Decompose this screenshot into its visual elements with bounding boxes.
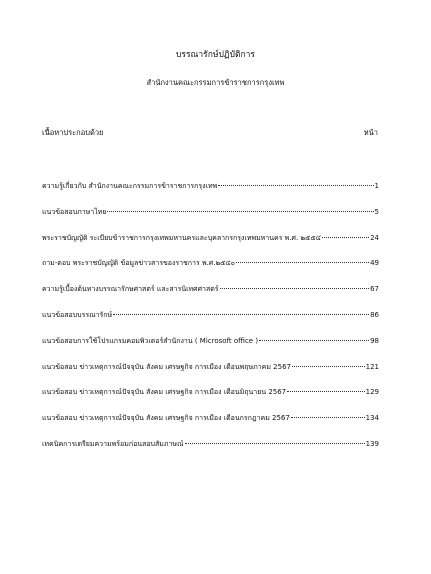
toc-dot-leader bbox=[113, 314, 369, 315]
page-column-heading: หน้า bbox=[363, 128, 378, 137]
toc-entry-title: ถาม-ตอบ พระราชบัญญัติ ข้อมูลข่าวสารของราชการ พ.ศ.๒๕๔๐ bbox=[42, 259, 235, 268]
toc-entry-page: 24 bbox=[370, 233, 379, 242]
toc-entry-page: 5 bbox=[374, 207, 379, 216]
toc-entry-title: แนวข้อสอบบรรณารักษ์ bbox=[42, 310, 113, 319]
toc-entry bbox=[42, 258, 379, 284]
toc-entry-page: 86 bbox=[370, 310, 379, 319]
toc-entry bbox=[42, 336, 379, 362]
toc-entry bbox=[42, 362, 379, 388]
toc-entry bbox=[42, 233, 379, 259]
toc-entry-title: ความรู้เกี่ยวกับ สำนักงานคณะกรรมการข้าราชการกรุงเทพ bbox=[42, 182, 218, 190]
toc-dot-leader bbox=[292, 366, 365, 367]
toc-dot-leader bbox=[236, 262, 369, 263]
toc-entry bbox=[42, 284, 379, 310]
toc-entry bbox=[42, 387, 379, 413]
toc-entry bbox=[42, 439, 379, 465]
toc-dot-leader bbox=[107, 211, 373, 212]
toc-entry-title: แนวข้อสอบ ข่าวเหตุการณ์ปัจจุบัน สังคม เศรษฐกิจ การเมือง เดือนกรกฎาคม 2567 bbox=[42, 414, 290, 423]
toc-entry-title: พระราชบัญญัติ ระเบียบข้าราชการกรุงเทพมหานครและบุคลากรกรุงเทพมหานคร พ.ศ. ๒๕๕๔ bbox=[42, 233, 321, 242]
toc-entry-page: 139 bbox=[365, 439, 379, 448]
toc-entry-title: แนวข้อสอบ ข่าวเหตุการณ์ปัจจุบัน สังคม เศรษฐกิจ การเมือง เดือนมิถุนายน 2567 bbox=[42, 388, 287, 397]
toc-entry-page: 67 bbox=[370, 285, 379, 294]
toc-entry-page: 134 bbox=[365, 414, 379, 423]
toc-entry-title: แนวข้อสอบ ข่าวเหตุการณ์ปัจจุบัน สังคม เศรษฐกิจ การเมือง เดือนพฤษภาคม 2567 bbox=[42, 362, 291, 371]
toc-dot-leader bbox=[291, 417, 365, 418]
toc-dot-leader bbox=[287, 391, 364, 392]
table-of-contents bbox=[42, 181, 379, 465]
toc-entry-page: 49 bbox=[370, 259, 379, 268]
toc-entry-title: แนวข้อสอบภาษาไทย bbox=[42, 207, 107, 216]
toc-entry bbox=[42, 310, 379, 336]
document-subtitle: สำนักงานคณะกรรมการข้าราชการกรุงเทพ bbox=[146, 78, 285, 87]
toc-entry-title: ความรู้เบื้องต้นทางบรรณารักษศาสตร์ และสารนิเทศศาสตร์ bbox=[42, 285, 219, 294]
toc-dot-leader bbox=[259, 340, 369, 341]
toc-dot-leader bbox=[185, 443, 365, 444]
contents-heading: เนื้อหาประกอบด้วย bbox=[42, 128, 104, 137]
toc-entry bbox=[42, 181, 379, 207]
toc-entry-title: เทคนิคการเตรียมความพร้อมก่อนสอบสัมภาษณ์ bbox=[42, 439, 184, 448]
toc-dot-leader bbox=[322, 237, 369, 238]
toc-entry-title: แนวข้อสอบการใช้โปรแกรมคอมพิวเตอร์สำนักงาน ( Microsoft office ) bbox=[42, 336, 259, 345]
toc-entry-page: 98 bbox=[370, 336, 379, 345]
toc-entry bbox=[42, 207, 379, 233]
toc-entry-page: 1 bbox=[374, 182, 379, 190]
toc-entry-page: 129 bbox=[365, 388, 379, 397]
toc-entry-page: 121 bbox=[365, 362, 379, 371]
toc-dot-leader bbox=[218, 185, 373, 186]
toc-dot-leader bbox=[220, 288, 370, 289]
toc-entry bbox=[42, 413, 379, 439]
document-title: บรรณารักษ์ปฏิบัติการ bbox=[175, 50, 255, 60]
